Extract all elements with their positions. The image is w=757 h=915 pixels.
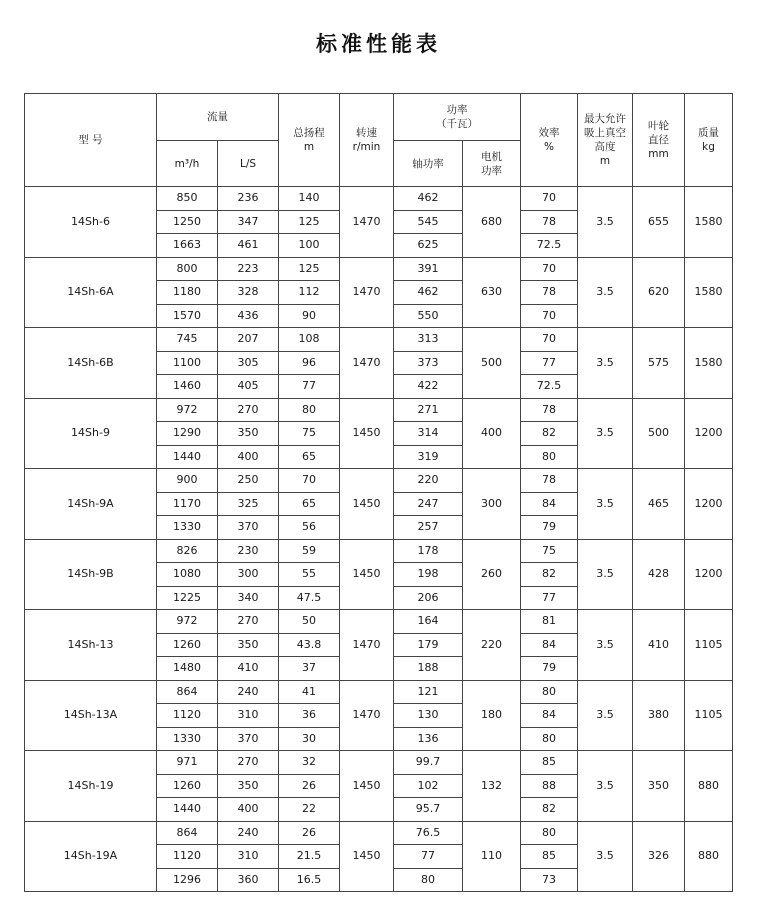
header-flow: 流量 <box>157 94 279 141</box>
flow-m3h-cell: 1290 <box>157 422 218 446</box>
efficiency-cell: 88 <box>521 774 578 798</box>
head-cell: 21.5 <box>279 845 340 869</box>
table-row <box>25 821 733 845</box>
suction-lift-cell: 3.5 <box>578 610 633 681</box>
flow-m3h-cell: 1250 <box>157 210 218 234</box>
shaft-power-cell: 179 <box>394 633 463 657</box>
flow-m3h-cell: 864 <box>157 680 218 704</box>
table-header <box>25 94 733 187</box>
flow-m3h-cell: 864 <box>157 821 218 845</box>
flow-ls-cell: 350 <box>218 633 279 657</box>
header-head: 总扬程 m <box>279 94 340 187</box>
head-cell: 36 <box>279 704 340 728</box>
shaft-power-cell: 391 <box>394 257 463 281</box>
flow-m3h-cell: 745 <box>157 328 218 352</box>
flow-m3h-cell: 972 <box>157 398 218 422</box>
efficiency-cell: 80 <box>521 727 578 751</box>
motor-power-cell: 630 <box>463 257 521 328</box>
head-cell: 59 <box>279 539 340 563</box>
flow-ls-cell: 347 <box>218 210 279 234</box>
header-shaft-power: 轴功率 <box>394 141 463 187</box>
flow-m3h-cell: 1225 <box>157 586 218 610</box>
speed-cell: 1450 <box>340 821 394 892</box>
speed-cell: 1470 <box>340 680 394 751</box>
efficiency-cell: 72.5 <box>521 375 578 399</box>
flow-m3h-cell: 1296 <box>157 868 218 892</box>
flow-ls-cell: 300 <box>218 563 279 587</box>
head-cell: 43.8 <box>279 633 340 657</box>
flow-m3h-cell: 1570 <box>157 304 218 328</box>
flow-m3h-cell: 1440 <box>157 445 218 469</box>
shaft-power-cell: 545 <box>394 210 463 234</box>
shaft-power-cell: 188 <box>394 657 463 681</box>
flow-ls-cell: 236 <box>218 187 279 211</box>
speed-cell: 1450 <box>340 398 394 469</box>
shaft-power-cell: 220 <box>394 469 463 493</box>
efficiency-cell: 70 <box>521 304 578 328</box>
shaft-power-cell: 462 <box>394 187 463 211</box>
efficiency-cell: 75 <box>521 539 578 563</box>
shaft-power-cell: 99.7 <box>394 751 463 775</box>
shaft-power-cell: 462 <box>394 281 463 305</box>
suction-lift-cell: 3.5 <box>578 751 633 822</box>
efficiency-cell: 82 <box>521 563 578 587</box>
head-cell: 16.5 <box>279 868 340 892</box>
flow-ls-cell: 325 <box>218 492 279 516</box>
header-power: 功率 （千瓦） <box>394 94 521 141</box>
header-model: 型 号 <box>25 94 157 187</box>
flow-m3h-cell: 900 <box>157 469 218 493</box>
suction-lift-cell: 3.5 <box>578 257 633 328</box>
head-cell: 90 <box>279 304 340 328</box>
head-cell: 70 <box>279 469 340 493</box>
model-name-cell: 14Sh-9 <box>25 398 157 469</box>
shaft-power-cell: 95.7 <box>394 798 463 822</box>
efficiency-cell: 84 <box>521 633 578 657</box>
flow-m3h-cell: 1120 <box>157 845 218 869</box>
head-cell: 140 <box>279 187 340 211</box>
flow-ls-cell: 410 <box>218 657 279 681</box>
flow-m3h-cell: 850 <box>157 187 218 211</box>
flow-m3h-cell: 1460 <box>157 375 218 399</box>
motor-power-cell: 220 <box>463 610 521 681</box>
efficiency-cell: 77 <box>521 351 578 375</box>
mass-cell: 1580 <box>685 328 733 399</box>
impeller-diameter-cell: 428 <box>633 539 685 610</box>
flow-m3h-cell: 826 <box>157 539 218 563</box>
efficiency-cell: 79 <box>521 657 578 681</box>
shaft-power-cell: 76.5 <box>394 821 463 845</box>
table-row <box>25 187 733 211</box>
speed-cell: 1470 <box>340 610 394 681</box>
efficiency-cell: 78 <box>521 210 578 234</box>
impeller-diameter-cell: 575 <box>633 328 685 399</box>
shaft-power-cell: 136 <box>394 727 463 751</box>
flow-ls-cell: 400 <box>218 798 279 822</box>
suction-lift-cell: 3.5 <box>578 680 633 751</box>
model-name-cell: 14Sh-19A <box>25 821 157 892</box>
flow-m3h-cell: 1260 <box>157 774 218 798</box>
impeller-diameter-cell: 465 <box>633 469 685 540</box>
suction-lift-cell: 3.5 <box>578 187 633 258</box>
model-name-cell: 14Sh-13A <box>25 680 157 751</box>
flow-ls-cell: 305 <box>218 351 279 375</box>
speed-cell: 1470 <box>340 257 394 328</box>
table-row <box>25 398 733 422</box>
flow-ls-cell: 350 <box>218 774 279 798</box>
header-mass: 质量 kg <box>685 94 733 187</box>
shaft-power-cell: 77 <box>394 845 463 869</box>
speed-cell: 1450 <box>340 469 394 540</box>
speed-cell: 1470 <box>340 187 394 258</box>
head-cell: 32 <box>279 751 340 775</box>
header-speed: 转速 r/min <box>340 94 394 187</box>
header-motor-power: 电机 功率 <box>463 141 521 187</box>
flow-ls-cell: 310 <box>218 845 279 869</box>
efficiency-cell: 70 <box>521 257 578 281</box>
flow-m3h-cell: 1330 <box>157 727 218 751</box>
flow-m3h-cell: 1100 <box>157 351 218 375</box>
flow-ls-cell: 240 <box>218 821 279 845</box>
suction-lift-cell: 3.5 <box>578 469 633 540</box>
shaft-power-cell: 130 <box>394 704 463 728</box>
speed-cell: 1450 <box>340 539 394 610</box>
head-cell: 100 <box>279 234 340 258</box>
model-name-cell: 14Sh-19 <box>25 751 157 822</box>
suction-lift-cell: 3.5 <box>578 821 633 892</box>
head-cell: 65 <box>279 445 340 469</box>
head-cell: 65 <box>279 492 340 516</box>
header-efficiency: 效率 % <box>521 94 578 187</box>
shaft-power-cell: 80 <box>394 868 463 892</box>
efficiency-cell: 82 <box>521 422 578 446</box>
motor-power-cell: 400 <box>463 398 521 469</box>
flow-ls-cell: 461 <box>218 234 279 258</box>
efficiency-cell: 84 <box>521 704 578 728</box>
efficiency-cell: 81 <box>521 610 578 634</box>
shaft-power-cell: 319 <box>394 445 463 469</box>
impeller-diameter-cell: 350 <box>633 751 685 822</box>
shaft-power-cell: 422 <box>394 375 463 399</box>
head-cell: 26 <box>279 821 340 845</box>
flow-ls-cell: 328 <box>218 281 279 305</box>
flow-m3h-cell: 1480 <box>157 657 218 681</box>
motor-power-cell: 132 <box>463 751 521 822</box>
shaft-power-cell: 313 <box>394 328 463 352</box>
flow-m3h-cell: 1170 <box>157 492 218 516</box>
flow-ls-cell: 270 <box>218 398 279 422</box>
impeller-diameter-cell: 620 <box>633 257 685 328</box>
efficiency-cell: 84 <box>521 492 578 516</box>
header-flow-m3h: m³/h <box>157 141 218 187</box>
efficiency-cell: 80 <box>521 445 578 469</box>
suction-lift-cell: 3.5 <box>578 539 633 610</box>
flow-m3h-cell: 1180 <box>157 281 218 305</box>
shaft-power-cell: 178 <box>394 539 463 563</box>
flow-ls-cell: 310 <box>218 704 279 728</box>
model-name-cell: 14Sh-9A <box>25 469 157 540</box>
mass-cell: 1105 <box>685 680 733 751</box>
shaft-power-cell: 164 <box>394 610 463 634</box>
shaft-power-cell: 625 <box>394 234 463 258</box>
page-title: 标准性能表 <box>316 31 441 56</box>
flow-ls-cell: 240 <box>218 680 279 704</box>
flow-ls-cell: 436 <box>218 304 279 328</box>
head-cell: 26 <box>279 774 340 798</box>
table-row <box>25 539 733 563</box>
head-cell: 80 <box>279 398 340 422</box>
flow-m3h-cell: 1330 <box>157 516 218 540</box>
suction-lift-cell: 3.5 <box>578 328 633 399</box>
head-cell: 47.5 <box>279 586 340 610</box>
efficiency-cell: 85 <box>521 845 578 869</box>
head-cell: 41 <box>279 680 340 704</box>
flow-ls-cell: 270 <box>218 610 279 634</box>
mass-cell: 880 <box>685 821 733 892</box>
shaft-power-cell: 314 <box>394 422 463 446</box>
flow-ls-cell: 207 <box>218 328 279 352</box>
mass-cell: 880 <box>685 751 733 822</box>
table-row <box>25 751 733 775</box>
model-name-cell: 14Sh-9B <box>25 539 157 610</box>
table-row <box>25 469 733 493</box>
mass-cell: 1580 <box>685 187 733 258</box>
motor-power-cell: 260 <box>463 539 521 610</box>
flow-ls-cell: 350 <box>218 422 279 446</box>
efficiency-cell: 70 <box>521 187 578 211</box>
head-cell: 96 <box>279 351 340 375</box>
efficiency-cell: 77 <box>521 586 578 610</box>
flow-m3h-cell: 1120 <box>157 704 218 728</box>
speed-cell: 1450 <box>340 751 394 822</box>
motor-power-cell: 110 <box>463 821 521 892</box>
table-body <box>25 187 733 892</box>
flow-ls-cell: 230 <box>218 539 279 563</box>
shaft-power-cell: 257 <box>394 516 463 540</box>
flow-m3h-cell: 971 <box>157 751 218 775</box>
motor-power-cell: 500 <box>463 328 521 399</box>
motor-power-cell: 680 <box>463 187 521 258</box>
shaft-power-cell: 121 <box>394 680 463 704</box>
motor-power-cell: 180 <box>463 680 521 751</box>
head-cell: 125 <box>279 257 340 281</box>
table-row <box>25 610 733 634</box>
head-cell: 56 <box>279 516 340 540</box>
efficiency-cell: 78 <box>521 469 578 493</box>
impeller-diameter-cell: 655 <box>633 187 685 258</box>
flow-ls-cell: 223 <box>218 257 279 281</box>
efficiency-cell: 72.5 <box>521 234 578 258</box>
model-name-cell: 14Sh-6 <box>25 187 157 258</box>
head-cell: 30 <box>279 727 340 751</box>
table-row <box>25 328 733 352</box>
mass-cell: 1200 <box>685 398 733 469</box>
efficiency-cell: 79 <box>521 516 578 540</box>
flow-ls-cell: 405 <box>218 375 279 399</box>
flow-m3h-cell: 1440 <box>157 798 218 822</box>
head-cell: 108 <box>279 328 340 352</box>
performance-table <box>24 93 733 892</box>
efficiency-cell: 78 <box>521 281 578 305</box>
efficiency-cell: 70 <box>521 328 578 352</box>
impeller-diameter-cell: 410 <box>633 610 685 681</box>
head-cell: 75 <box>279 422 340 446</box>
flow-m3h-cell: 1663 <box>157 234 218 258</box>
efficiency-cell: 80 <box>521 680 578 704</box>
flow-m3h-cell: 972 <box>157 610 218 634</box>
model-name-cell: 14Sh-6B <box>25 328 157 399</box>
shaft-power-cell: 198 <box>394 563 463 587</box>
efficiency-cell: 80 <box>521 821 578 845</box>
flow-ls-cell: 400 <box>218 445 279 469</box>
flow-m3h-cell: 1260 <box>157 633 218 657</box>
head-cell: 112 <box>279 281 340 305</box>
flow-ls-cell: 340 <box>218 586 279 610</box>
flow-ls-cell: 370 <box>218 516 279 540</box>
shaft-power-cell: 271 <box>394 398 463 422</box>
head-cell: 55 <box>279 563 340 587</box>
flow-ls-cell: 270 <box>218 751 279 775</box>
shaft-power-cell: 247 <box>394 492 463 516</box>
mass-cell: 1580 <box>685 257 733 328</box>
shaft-power-cell: 206 <box>394 586 463 610</box>
table-row <box>25 257 733 281</box>
model-name-cell: 14Sh-6A <box>25 257 157 328</box>
mass-cell: 1200 <box>685 539 733 610</box>
impeller-diameter-cell: 500 <box>633 398 685 469</box>
flow-ls-cell: 360 <box>218 868 279 892</box>
efficiency-cell: 78 <box>521 398 578 422</box>
suction-lift-cell: 3.5 <box>578 398 633 469</box>
motor-power-cell: 300 <box>463 469 521 540</box>
flow-ls-cell: 250 <box>218 469 279 493</box>
mass-cell: 1105 <box>685 610 733 681</box>
speed-cell: 1470 <box>340 328 394 399</box>
table-row <box>25 680 733 704</box>
shaft-power-cell: 102 <box>394 774 463 798</box>
model-name-cell: 14Sh-13 <box>25 610 157 681</box>
header-flow-ls: L/S <box>218 141 279 187</box>
flow-ls-cell: 370 <box>218 727 279 751</box>
shaft-power-cell: 550 <box>394 304 463 328</box>
efficiency-cell: 73 <box>521 868 578 892</box>
head-cell: 50 <box>279 610 340 634</box>
impeller-diameter-cell: 380 <box>633 680 685 751</box>
efficiency-cell: 82 <box>521 798 578 822</box>
head-cell: 37 <box>279 657 340 681</box>
header-impeller-diameter: 叶轮 直径 mm <box>633 94 685 187</box>
flow-m3h-cell: 800 <box>157 257 218 281</box>
head-cell: 125 <box>279 210 340 234</box>
head-cell: 77 <box>279 375 340 399</box>
header-suction-lift: 最大允许 吸上真空 高度 m <box>578 94 633 187</box>
flow-m3h-cell: 1080 <box>157 563 218 587</box>
mass-cell: 1200 <box>685 469 733 540</box>
efficiency-cell: 85 <box>521 751 578 775</box>
impeller-diameter-cell: 326 <box>633 821 685 892</box>
head-cell: 22 <box>279 798 340 822</box>
shaft-power-cell: 373 <box>394 351 463 375</box>
